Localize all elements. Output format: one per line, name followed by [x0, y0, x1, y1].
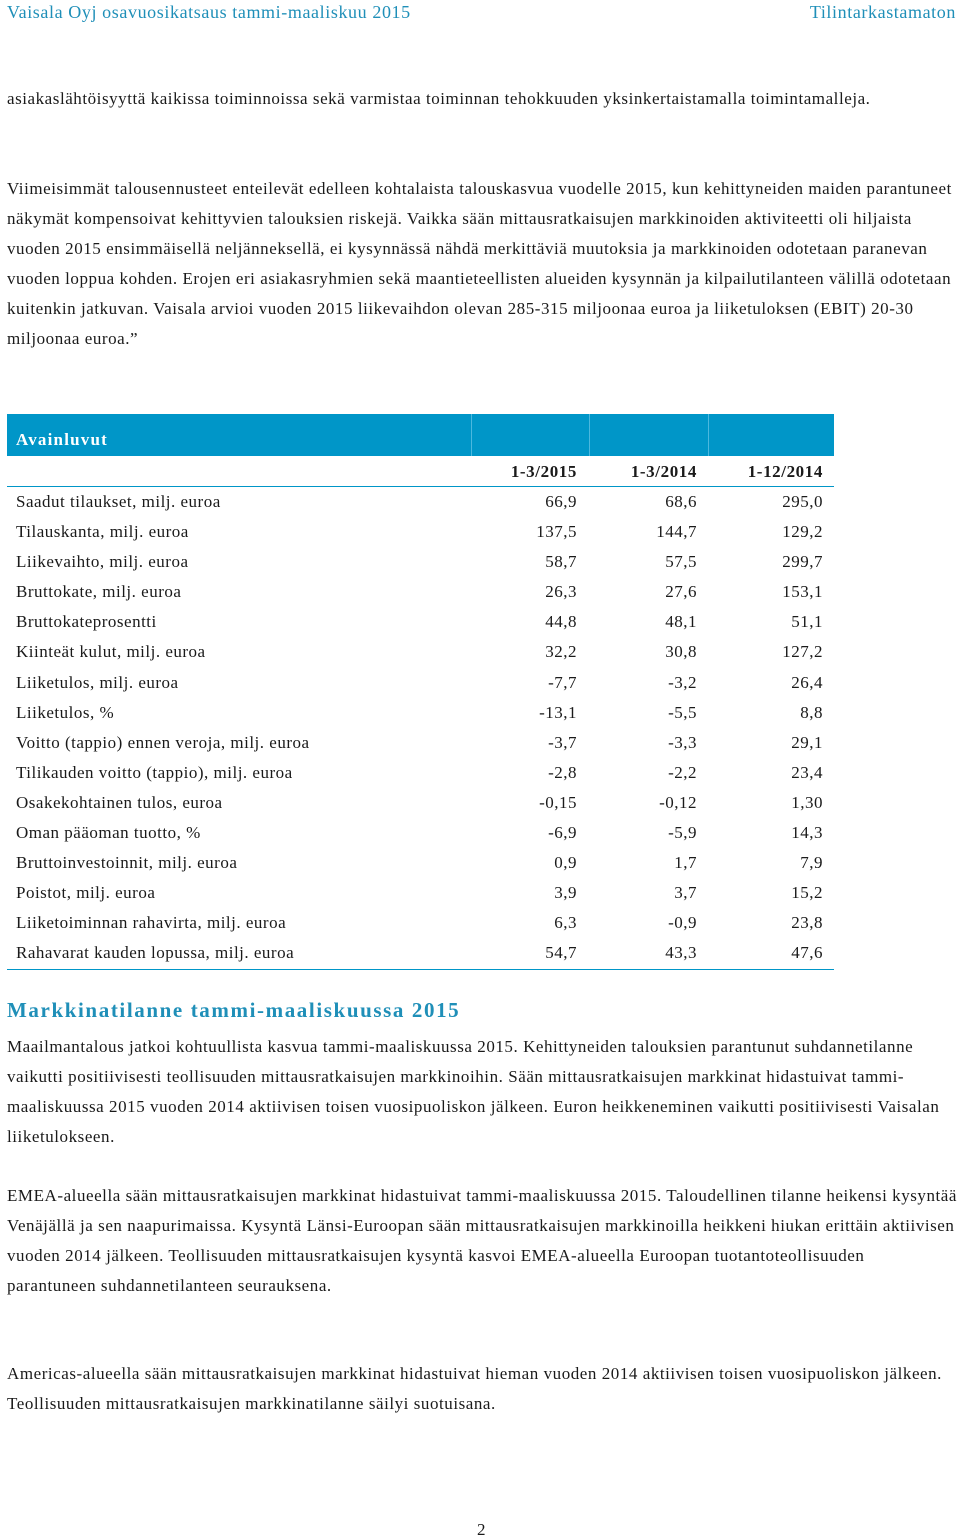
table-row	[7, 577, 834, 607]
row-value: 153,1	[782, 582, 823, 602]
table-row	[7, 728, 834, 758]
row-value: 295,0	[782, 492, 823, 511]
page-header	[0, 0, 960, 30]
table-row	[7, 547, 834, 577]
table-row	[7, 788, 834, 818]
row-value: 299,7	[782, 552, 823, 572]
row-value: 3,7	[674, 883, 697, 903]
column-header-q1-2015: 1-3/2015	[510, 462, 577, 481]
table-row	[7, 487, 834, 517]
table-row	[7, 878, 834, 908]
row-value: -2,2	[668, 762, 697, 782]
row-value: -2,8	[548, 762, 577, 782]
row-value: 8,8	[800, 702, 823, 722]
row-value: 129,2	[782, 522, 823, 542]
row-label: Oman pääoman tuotto, %	[16, 823, 201, 843]
row-value: -0,9	[668, 913, 697, 933]
row-label: Tilikauden voitto (tappio), milj. euroa	[16, 762, 293, 782]
column-headers	[7, 456, 834, 487]
row-value: -0,12	[659, 792, 697, 812]
table-bottom-rule	[7, 969, 834, 970]
row-value: -7,7	[548, 672, 577, 692]
emea-paragraph: EMEA-alueella sään mittausratkaisujen markkinat hidastuivat tammi-maaliskuussa 2015. Taloudellinen tilanne heikensi kysyntää Venäjällä ja sen naapurimaissa. Kysyntä Länsi-Euroopan sään mittausratkaisujen markkinoilla heikkeni hiukan erittäin aktiivisen vuoden 2014 jälkeen. Teollisuuden mittausratkaisujen kysyntä kasvoi EMEA-alueella Euroopan tuotantoteollisuuden parantuneen suhdannetilanteen seurauksena.	[7, 1186, 957, 1295]
table-row	[7, 607, 834, 637]
row-value: 58,7	[545, 552, 577, 572]
table-row	[7, 908, 834, 938]
row-label: Liiketulos, %	[16, 702, 115, 722]
row-label: Bruttoinvestoinnit, milj. euroa	[16, 853, 238, 873]
row-value: 68,6	[665, 492, 697, 511]
row-value: -0,15	[539, 792, 577, 812]
row-value: 48,1	[665, 612, 697, 632]
row-value: 144,7	[656, 522, 697, 542]
key-figures-title: Avainluvut	[16, 430, 108, 449]
row-value: -6,9	[548, 823, 577, 843]
row-value: 57,5	[665, 552, 697, 572]
column-header-fy-2014: 1-12/2014	[747, 462, 823, 481]
table-row	[7, 517, 834, 547]
row-value: 0,9	[554, 853, 577, 873]
row-value: 26,3	[545, 582, 577, 602]
table-row	[7, 758, 834, 788]
row-value: -13,1	[539, 702, 577, 722]
row-value: 1,7	[674, 853, 697, 873]
header-separator	[589, 414, 590, 456]
key-figures-table	[7, 414, 834, 970]
row-value: 23,8	[791, 913, 823, 933]
row-value: 51,1	[791, 612, 823, 632]
americas-paragraph: Americas-alueella sään mittausratkaisujen markkinat hidastuivat hieman vuoden 2014 aktiivisen toisen vuosipuoliskon jälkeen. Teollisuuden mittausratkaisujen markkinatilanne säilyi suotuisana.	[7, 1364, 942, 1413]
row-label: Liikevaihto, milj. euroa	[16, 552, 189, 572]
key-figures-rows	[7, 487, 834, 969]
table-row	[7, 818, 834, 848]
row-value: 3,9	[554, 883, 577, 903]
row-label: Liiketulos, milj. euroa	[16, 672, 179, 692]
row-value: 14,3	[791, 823, 823, 843]
row-label: Bruttokateprosentti	[16, 612, 157, 632]
report-title: Vaisala Oyj osavuosikatsaus tammi-maaliskuu 2015	[7, 2, 411, 22]
row-label: Osakekohtainen tulos, euroa	[16, 792, 223, 812]
row-value: -3,3	[668, 732, 697, 752]
row-label: Liiketoiminnan rahavirta, milj. euroa	[16, 913, 287, 933]
row-value: 26,4	[791, 672, 823, 692]
row-label: Rahavarat kauden lopussa, milj. euroa	[16, 943, 295, 963]
row-value: 27,6	[665, 582, 697, 602]
row-label: Tilauskanta, milj. euroa	[16, 522, 189, 542]
row-value: 15,2	[791, 883, 823, 903]
section-heading: Markkinatilanne tammi-maaliskuussa 2015	[7, 998, 461, 1022]
table-row	[7, 938, 834, 968]
row-value: 6,3	[554, 913, 577, 933]
row-value: -5,9	[668, 823, 697, 843]
row-value: 30,8	[665, 642, 697, 662]
row-value: -3,7	[548, 732, 577, 752]
row-value: 66,9	[545, 492, 577, 511]
row-value: 32,2	[545, 642, 577, 662]
key-figures-title-bar	[7, 414, 834, 456]
header-separator	[708, 414, 709, 456]
table-row	[7, 637, 834, 667]
row-label: Bruttokate, milj. euroa	[16, 582, 182, 602]
market-paragraph: Maailmantalous jatkoi kohtuullista kasvua tammi-maaliskuussa 2015. Kehittyneiden talouksien parantunut suhdannetilanne vaikutti positiivisesti teollisuuden mittausratkaisujen markkinoihin. Sään mittausratkaisujen markkinat hidastuivat tammi-maaliskuussa 2015 vuoden 2014 aktiivisen toisen vuosipuoliskon jälkeen. Euron heikkeneminen vaikutti positiivisesti Vaisalan liiketulokseen.	[7, 1037, 940, 1146]
page-number: 2	[477, 1520, 486, 1539]
row-label: Poistot, milj. euroa	[16, 883, 156, 903]
table-row	[7, 698, 834, 728]
row-value: 47,6	[791, 943, 823, 963]
row-value: 1,30	[791, 792, 823, 812]
column-header-q1-2014: 1-3/2014	[630, 462, 697, 481]
row-value: -3,2	[668, 672, 697, 692]
row-value: 54,7	[545, 943, 577, 963]
row-label: Saadut tilaukset, milj. euroa	[16, 492, 221, 511]
table-row	[7, 668, 834, 698]
outlook-paragraph: Viimeisimmät talousennusteet enteilevät edelleen kohtalaista talouskasvua vuodelle 2015, kun kehittyneiden maiden parantuneet näkymät kompensoivat kehittyvien talouksien riskejä. Vaikka sään mittausratkaisujen markkinoiden aktiviteetti oli hiljaista vuoden 2015 ensimmäisellä neljänneksellä, ei kysynnässä nähdä merkittäviä muutoksia ja markkinoiden odotetaan paranevan vuoden loppua kohden. Erojen eri asiakasryhmien sekä maantieteellisten alueiden kysynnän ja kilpailutilanteen välillä odotetaan kuitenkin jatkuvan. Vaisala arvioi vuoden 2015 liikevaihdon olevan 285-315 miljoonaa euroa ja liiketuloksen (EBIT) 20-30 miljoonaa euroa.”	[7, 179, 952, 348]
row-value: 44,8	[545, 612, 577, 632]
audit-status: Tilintarkastamaton	[809, 2, 956, 22]
row-value: 23,4	[791, 762, 823, 782]
intro-paragraph-continued: asiakaslähtöisyyttä kaikissa toiminnoissa sekä varmistaa toiminnan tehokkuuden yksinkertaistamalla toimintamalleja.	[7, 89, 871, 108]
row-value: -5,5	[668, 702, 697, 722]
header-separator	[471, 414, 472, 456]
row-value: 43,3	[665, 943, 697, 963]
row-value: 7,9	[800, 853, 823, 873]
row-label: Kiinteät kulut, milj. euroa	[16, 642, 206, 662]
row-value: 29,1	[791, 732, 823, 752]
row-value: 137,5	[536, 522, 577, 542]
row-label: Voitto (tappio) ennen veroja, milj. euroa	[16, 732, 310, 752]
table-row	[7, 848, 834, 878]
row-value: 127,2	[782, 642, 823, 662]
